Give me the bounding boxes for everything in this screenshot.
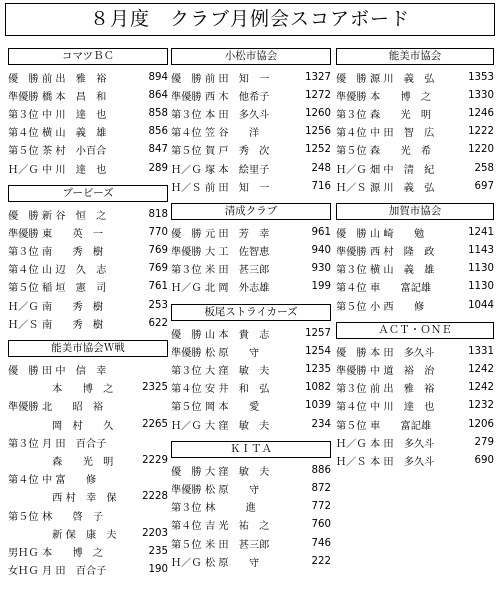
score-value: 1242 bbox=[468, 364, 494, 376]
result-row bbox=[171, 68, 331, 86]
player-name: 塚 本 絵里子 bbox=[205, 164, 270, 176]
score-value: 772 bbox=[311, 501, 331, 513]
score-value: 872 bbox=[311, 482, 331, 494]
result-row bbox=[8, 86, 168, 104]
result-row bbox=[336, 177, 494, 195]
result-list bbox=[171, 324, 331, 433]
player-name: 車 富記雄 bbox=[370, 420, 432, 432]
player-name: 大 工 佐智恵 bbox=[205, 247, 270, 259]
result-row bbox=[171, 223, 331, 241]
score-value: 761 bbox=[148, 281, 168, 293]
section-header: 能美市協会 bbox=[336, 48, 494, 65]
result-row bbox=[336, 159, 494, 177]
score-value: 847 bbox=[148, 144, 168, 156]
score-value: 760 bbox=[311, 519, 331, 531]
player-name: 林 進 bbox=[205, 503, 256, 515]
rank-label: 第３位 bbox=[8, 438, 39, 450]
score-value: 1327 bbox=[305, 71, 331, 83]
score-section bbox=[8, 48, 168, 177]
player-name: 南 秀 樹 bbox=[42, 301, 104, 313]
rank-label: 第３位 bbox=[171, 503, 202, 515]
result-row bbox=[336, 86, 494, 104]
result-row bbox=[8, 379, 168, 397]
result-row bbox=[8, 561, 168, 579]
section-header: 加賀市協会 bbox=[336, 203, 494, 220]
rank-label: 優 勝 bbox=[8, 73, 39, 85]
rank-label: Ｈ／Ｓ bbox=[336, 182, 367, 194]
player-name: 新 谷 恒 之 bbox=[42, 210, 107, 222]
rank-label: 第４位 bbox=[8, 475, 39, 487]
score-value: 1130 bbox=[468, 281, 494, 293]
result-row bbox=[171, 461, 331, 479]
result-row bbox=[171, 86, 331, 104]
result-row bbox=[8, 260, 168, 278]
rank-label: 第５位 bbox=[171, 539, 202, 551]
score-value: 234 bbox=[311, 418, 331, 430]
rank-label: 優 勝 bbox=[8, 210, 39, 222]
score-section bbox=[336, 203, 494, 314]
score-value: 690 bbox=[474, 454, 494, 466]
score-value: 199 bbox=[311, 281, 331, 293]
rank-label: 優 勝 bbox=[336, 228, 367, 240]
score-value: 622 bbox=[148, 317, 168, 329]
rank-label: 優 勝 bbox=[171, 73, 202, 85]
result-row bbox=[171, 123, 331, 141]
player-name: 本 博 之 bbox=[42, 384, 114, 396]
section-header: ＡＣＴ・ＯＮＥ bbox=[336, 322, 494, 339]
score-value: 2203 bbox=[142, 527, 168, 539]
score-value: 222 bbox=[311, 555, 331, 567]
player-name: 茶 村 小百合 bbox=[42, 146, 107, 158]
result-list bbox=[8, 360, 168, 578]
rank-label: 第４位 bbox=[171, 521, 202, 533]
result-row bbox=[336, 278, 494, 296]
rank-label: 準優勝 bbox=[8, 228, 39, 240]
player-name: 中 川 達 也 bbox=[42, 109, 107, 121]
rank-label: 優 勝 bbox=[171, 228, 202, 240]
player-name: 前 田 知 一 bbox=[205, 73, 270, 85]
column-left bbox=[8, 48, 168, 587]
player-name: 中 田 智 広 bbox=[370, 128, 435, 140]
rank-label: 第５位 bbox=[171, 402, 202, 414]
result-row bbox=[8, 68, 168, 86]
score-section bbox=[8, 340, 168, 578]
player-name: 大 窪 敏 夫 bbox=[205, 420, 270, 432]
rank-label: 第３位 bbox=[8, 247, 39, 259]
score-value: 1272 bbox=[305, 89, 331, 101]
player-name: 北 岡 外志雄 bbox=[205, 283, 270, 295]
player-name: 稲 垣 憲 司 bbox=[42, 283, 107, 295]
rank-label: 第５位 bbox=[8, 511, 39, 523]
result-row bbox=[8, 524, 168, 542]
rank-label: 準優勝 bbox=[171, 247, 202, 259]
score-value: 1260 bbox=[305, 107, 331, 119]
result-row bbox=[336, 223, 494, 241]
player-name: 前 出 雅 裕 bbox=[370, 384, 435, 396]
rank-label: 第５位 bbox=[8, 283, 39, 295]
result-row bbox=[336, 415, 494, 433]
result-row bbox=[8, 242, 168, 260]
score-value: 190 bbox=[148, 564, 168, 576]
rank-label: 男ＨＧ bbox=[8, 547, 39, 559]
player-name: 賀 戸 秀 次 bbox=[205, 146, 270, 158]
result-row bbox=[171, 104, 331, 122]
result-row bbox=[8, 278, 168, 296]
score-section bbox=[171, 48, 331, 195]
player-name: 本 博 之 bbox=[42, 547, 104, 559]
score-value: 886 bbox=[311, 464, 331, 476]
score-value: 1082 bbox=[305, 382, 331, 394]
player-name: 森 光 希 bbox=[370, 146, 432, 158]
score-value: 1044 bbox=[468, 299, 494, 311]
rank-label: 準優勝 bbox=[171, 91, 202, 103]
section-header: 板尾ストライカーズ bbox=[171, 304, 331, 321]
score-value: 769 bbox=[148, 263, 168, 275]
result-row bbox=[336, 242, 494, 260]
player-name: 安 井 和 弘 bbox=[205, 384, 270, 396]
result-row bbox=[336, 451, 494, 469]
score-value: 1143 bbox=[468, 245, 494, 257]
score-value: 697 bbox=[474, 180, 494, 192]
section-header: 小松市協会 bbox=[171, 48, 331, 65]
result-row bbox=[171, 141, 331, 159]
score-value: 864 bbox=[148, 89, 168, 101]
player-name: 南 秀 樹 bbox=[42, 247, 104, 259]
score-value: 1130 bbox=[468, 263, 494, 275]
result-row bbox=[171, 498, 331, 516]
rank-label: 第４位 bbox=[336, 402, 367, 414]
player-name: 米 田 甚三郎 bbox=[205, 539, 270, 551]
score-value: 1252 bbox=[305, 144, 331, 156]
score-value: 1242 bbox=[468, 382, 494, 394]
score-value: 770 bbox=[148, 226, 168, 238]
result-list bbox=[336, 68, 494, 195]
player-name: 中 川 達 也 bbox=[42, 164, 107, 176]
result-row bbox=[336, 397, 494, 415]
result-row bbox=[171, 516, 331, 534]
result-row bbox=[171, 552, 331, 570]
score-value: 2265 bbox=[142, 418, 168, 430]
score-value: 248 bbox=[311, 162, 331, 174]
result-row bbox=[171, 415, 331, 433]
rank-label: 女ＨＧ bbox=[8, 566, 39, 578]
score-value: 2228 bbox=[142, 491, 168, 503]
score-value: 1241 bbox=[468, 226, 494, 238]
player-name: 林 啓 子 bbox=[42, 511, 104, 523]
score-value: 1039 bbox=[305, 400, 331, 412]
score-section bbox=[336, 48, 494, 195]
score-value: 253 bbox=[148, 299, 168, 311]
result-row bbox=[8, 159, 168, 177]
player-name: 東 英 一 bbox=[42, 228, 104, 240]
result-row bbox=[171, 479, 331, 497]
player-name: 大 窪 敏 夫 bbox=[205, 366, 270, 378]
player-name: 本 田 多久斗 bbox=[370, 438, 435, 450]
result-row bbox=[171, 260, 331, 278]
score-value: 930 bbox=[311, 263, 331, 275]
rank-label: 第３位 bbox=[336, 109, 367, 121]
player-name: 本 博 之 bbox=[370, 91, 432, 103]
rank-label: 準優勝 bbox=[336, 366, 367, 378]
result-row bbox=[171, 342, 331, 360]
player-name: 横 山 義 雄 bbox=[370, 265, 435, 277]
result-row bbox=[8, 360, 168, 378]
result-row bbox=[8, 123, 168, 141]
player-name: 田 中 信 幸 bbox=[42, 366, 107, 378]
result-row bbox=[8, 223, 168, 241]
player-name: 北 昭 裕 bbox=[42, 402, 104, 414]
score-value: 769 bbox=[148, 245, 168, 257]
result-list bbox=[336, 223, 494, 314]
rank-label: 優 勝 bbox=[336, 73, 367, 85]
result-row bbox=[8, 433, 168, 451]
rank-label: 優 勝 bbox=[8, 366, 39, 378]
result-row bbox=[336, 68, 494, 86]
score-value: 1257 bbox=[305, 327, 331, 339]
player-name: 車 富記雄 bbox=[370, 283, 432, 295]
rank-label: 準優勝 bbox=[171, 347, 202, 359]
rank-label: Ｈ／Ｓ bbox=[336, 456, 367, 468]
player-name: 源 川 義 弘 bbox=[370, 73, 435, 85]
rank-label: 第５位 bbox=[8, 146, 39, 158]
rank-label: 第３位 bbox=[336, 384, 367, 396]
score-section bbox=[171, 441, 331, 570]
player-name: 松 原 守 bbox=[205, 347, 260, 359]
player-name: 前 田 知 一 bbox=[205, 182, 270, 194]
score-section bbox=[336, 322, 494, 469]
rank-label: 準優勝 bbox=[171, 484, 202, 496]
rank-label: Ｈ／Ｇ bbox=[171, 420, 202, 432]
score-value: 856 bbox=[148, 126, 168, 138]
result-row bbox=[8, 415, 168, 433]
result-row bbox=[8, 470, 168, 488]
rank-label: 準優勝 bbox=[8, 402, 39, 414]
player-name: 源 川 義 弘 bbox=[370, 182, 435, 194]
rank-label: 第４位 bbox=[336, 128, 367, 140]
section-header: ブービーズ bbox=[8, 185, 168, 202]
rank-label: 第３位 bbox=[8, 109, 39, 121]
result-row bbox=[171, 177, 331, 195]
player-name: 月 田 百合子 bbox=[42, 566, 107, 578]
player-name: 西 村 隆 政 bbox=[370, 247, 435, 259]
result-row bbox=[171, 159, 331, 177]
rank-label: 第５位 bbox=[171, 146, 202, 158]
score-value: 961 bbox=[311, 226, 331, 238]
player-name: 西 木 他希子 bbox=[205, 91, 270, 103]
score-value: 1331 bbox=[468, 345, 494, 357]
player-name: 中 富 修 bbox=[42, 475, 97, 487]
score-value: 1206 bbox=[468, 418, 494, 430]
rank-label: Ｈ／Ｓ bbox=[8, 319, 39, 331]
result-row bbox=[8, 314, 168, 332]
rank-label: 第４位 bbox=[171, 128, 202, 140]
rank-label: 準優勝 bbox=[336, 247, 367, 259]
score-value: 2325 bbox=[142, 382, 168, 394]
score-value: 1353 bbox=[468, 71, 494, 83]
player-name: 本 田 多久斗 bbox=[205, 109, 270, 121]
player-name: 松 原 守 bbox=[205, 557, 260, 569]
page-title: ８月度 クラブ月例会スコアボード bbox=[5, 3, 495, 36]
result-row bbox=[336, 141, 494, 159]
rank-label: 第４位 bbox=[336, 283, 367, 295]
result-row bbox=[8, 205, 168, 223]
rank-label: 優 勝 bbox=[171, 329, 202, 341]
rank-label: Ｈ／Ｇ bbox=[171, 164, 202, 176]
result-list bbox=[171, 223, 331, 296]
result-row bbox=[336, 123, 494, 141]
result-row bbox=[336, 260, 494, 278]
score-section bbox=[171, 304, 331, 433]
score-value: 235 bbox=[148, 545, 168, 557]
rank-label: 第４位 bbox=[8, 265, 39, 277]
result-row bbox=[171, 324, 331, 342]
player-name: 本 田 多久斗 bbox=[370, 347, 435, 359]
player-name: 岡 本 愛 bbox=[205, 402, 260, 414]
result-list bbox=[8, 205, 168, 332]
rank-label: 第３位 bbox=[171, 366, 202, 378]
score-section bbox=[8, 185, 168, 332]
result-row bbox=[8, 451, 168, 469]
rank-label: Ｈ／Ｇ bbox=[171, 283, 202, 295]
section-header: 清成クラブ bbox=[171, 203, 331, 220]
score-value: 1232 bbox=[468, 400, 494, 412]
player-name: 西 村 幸 保 bbox=[42, 493, 117, 505]
rank-label: Ｈ／Ｓ bbox=[171, 182, 202, 194]
column-right bbox=[336, 48, 494, 478]
rank-label: 優 勝 bbox=[171, 466, 202, 478]
column-middle bbox=[171, 48, 331, 578]
score-value: 2229 bbox=[142, 454, 168, 466]
score-value: 1246 bbox=[468, 107, 494, 119]
player-name: 山 本 貴 志 bbox=[205, 329, 270, 341]
result-row bbox=[336, 379, 494, 397]
result-row bbox=[171, 379, 331, 397]
result-list bbox=[8, 68, 168, 177]
score-value: 279 bbox=[474, 436, 494, 448]
rank-label: Ｈ／Ｇ bbox=[336, 438, 367, 450]
result-row bbox=[8, 104, 168, 122]
result-row bbox=[8, 397, 168, 415]
result-row bbox=[171, 242, 331, 260]
section-header: 能美市協会Ｗ戦 bbox=[8, 340, 168, 357]
player-name: 笠 谷 洋 bbox=[205, 128, 260, 140]
rank-label: 第３位 bbox=[171, 109, 202, 121]
rank-label: Ｈ／Ｇ bbox=[336, 164, 367, 176]
score-value: 940 bbox=[311, 245, 331, 257]
result-row bbox=[171, 360, 331, 378]
result-row bbox=[8, 296, 168, 314]
result-row bbox=[336, 296, 494, 314]
player-name: 月 田 百合子 bbox=[42, 438, 107, 450]
result-list bbox=[336, 342, 494, 469]
rank-label: 第５位 bbox=[336, 146, 367, 158]
score-value: 1222 bbox=[468, 126, 494, 138]
player-name: 前 出 雅 裕 bbox=[42, 73, 107, 85]
score-value: 818 bbox=[148, 208, 168, 220]
player-name: 本 田 多久斗 bbox=[370, 456, 435, 468]
rank-label: 第５位 bbox=[336, 420, 367, 432]
player-name: 米 田 甚三郎 bbox=[205, 265, 270, 277]
score-value: 858 bbox=[148, 107, 168, 119]
rank-label: 第３位 bbox=[336, 265, 367, 277]
result-row bbox=[8, 542, 168, 560]
result-row bbox=[8, 488, 168, 506]
player-name: 森 光 明 bbox=[370, 109, 432, 121]
result-row bbox=[336, 433, 494, 451]
rank-label: Ｈ／Ｇ bbox=[8, 164, 39, 176]
player-name: 松 原 守 bbox=[205, 484, 260, 496]
player-name: 山 崎 勉 bbox=[370, 228, 425, 240]
rank-label: 準優勝 bbox=[336, 91, 367, 103]
player-name: 元 田 芳 幸 bbox=[205, 228, 270, 240]
result-row bbox=[336, 104, 494, 122]
score-value: 1254 bbox=[305, 345, 331, 357]
score-value: 258 bbox=[474, 162, 494, 174]
rank-label: 第５位 bbox=[336, 301, 367, 313]
score-value: 1330 bbox=[468, 89, 494, 101]
result-row bbox=[8, 506, 168, 524]
result-row bbox=[171, 278, 331, 296]
result-row bbox=[171, 534, 331, 552]
result-list bbox=[171, 461, 331, 570]
rank-label: 第４位 bbox=[8, 128, 39, 140]
player-name: 岡 村 久 bbox=[42, 420, 114, 432]
player-name: 大 窪 敏 夫 bbox=[205, 466, 270, 478]
player-name: 森 光 明 bbox=[42, 456, 114, 468]
score-value: 716 bbox=[311, 180, 331, 192]
score-value: 1256 bbox=[305, 126, 331, 138]
rank-label: 優 勝 bbox=[336, 347, 367, 359]
rank-label: Ｈ／Ｇ bbox=[171, 557, 202, 569]
result-row bbox=[336, 342, 494, 360]
player-name: 中 川 達 也 bbox=[370, 402, 435, 414]
rank-label: 準優勝 bbox=[8, 91, 39, 103]
rank-label: Ｈ／Ｇ bbox=[8, 301, 39, 313]
section-header: コマツＢＣ bbox=[8, 48, 168, 65]
player-name: 南 秀 樹 bbox=[42, 319, 104, 331]
section-header: ＫＩＴＡ bbox=[171, 441, 331, 458]
rank-label: 第３位 bbox=[171, 265, 202, 277]
player-name: 中 道 裕 治 bbox=[370, 366, 435, 378]
player-name: 新 保 康 夫 bbox=[42, 529, 117, 541]
score-section bbox=[171, 203, 331, 296]
score-value: 1235 bbox=[305, 364, 331, 376]
player-name: 畑 中 清 紀 bbox=[370, 164, 435, 176]
player-name: 横 山 義 雄 bbox=[42, 128, 107, 140]
player-name: 小 西 修 bbox=[370, 301, 425, 313]
player-name: 山 辺 久 志 bbox=[42, 265, 107, 277]
result-row bbox=[8, 141, 168, 159]
score-value: 894 bbox=[148, 71, 168, 83]
score-value: 746 bbox=[311, 537, 331, 549]
result-row bbox=[171, 397, 331, 415]
score-value: 289 bbox=[148, 162, 168, 174]
result-list bbox=[171, 68, 331, 195]
score-value: 1220 bbox=[468, 144, 494, 156]
player-name: 橋 本 昌 和 bbox=[42, 91, 107, 103]
rank-label: 第４位 bbox=[171, 384, 202, 396]
result-row bbox=[336, 360, 494, 378]
player-name: 吉 光 祐 之 bbox=[205, 521, 270, 533]
